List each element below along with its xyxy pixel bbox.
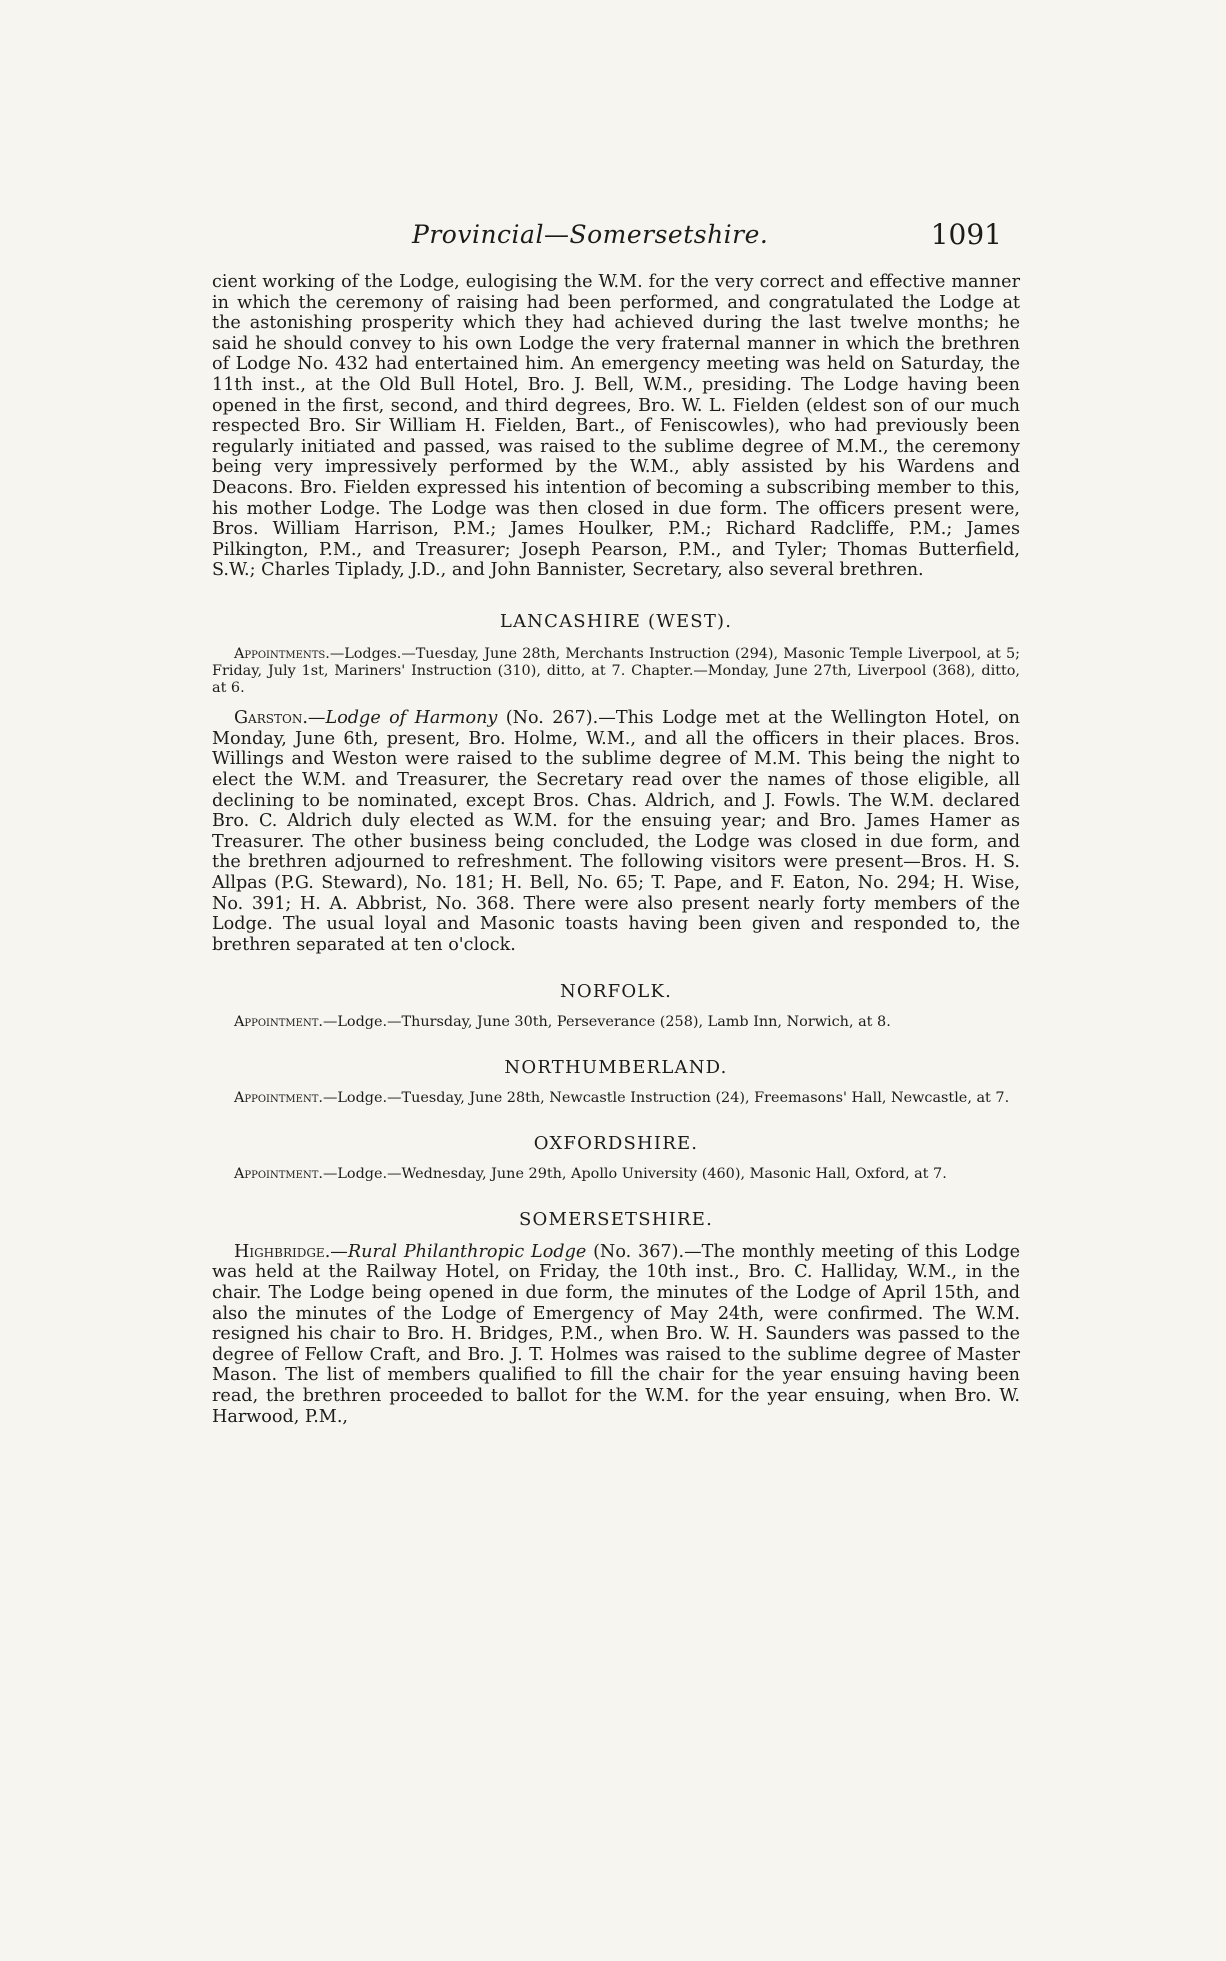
section-heading: OXFORDSHIRE.: [533, 1133, 699, 1155]
section-heading: SOMERSETSHIRE.: [518, 1208, 714, 1230]
appointment-label: Appointment.: [234, 1166, 323, 1183]
report-lodge-name: —Lodge of Harmony: [307, 708, 498, 729]
appointment-text: —Lodges.—Tuesday, June 28th, Merchants Instruction (294), Masonic Temple Liverpool, at 5; Friday, July 1st, Mariners' Instruction (310), ditto, at 7. Chapter.—Monday, June 27th, Liverpool (368), ditto, at 6.: [212, 645, 1020, 696]
page-number: 1091: [930, 218, 1002, 251]
appointment-notice: [212, 1166, 1020, 1183]
appointment-notice: [212, 1014, 1020, 1031]
section-heading: NORFOLK.: [559, 981, 673, 1003]
appointment-label: Appointment.: [234, 1090, 323, 1107]
running-title: Provincial—Somersetshire.: [412, 220, 769, 249]
lodge-report: [212, 1242, 1020, 1427]
section-northumberland: [212, 1057, 1020, 1107]
report-place: Garston.: [234, 708, 308, 729]
section-lancashire-west: [212, 611, 1020, 956]
section-heading: LANCASHIRE (WEST).: [499, 610, 733, 632]
appointment-text: —Lodge.—Thursday, June 30th, Perseverance (258), Lamb Inn, Norwich, at 8.: [322, 1014, 891, 1031]
appointment-notice: [212, 646, 1020, 696]
appointment-label: Appointments.: [234, 645, 330, 662]
page: [212, 218, 1020, 1427]
lodge-report: [212, 708, 1020, 955]
appointment-notice: [212, 1090, 1020, 1107]
appointment-label: Appointment.: [234, 1014, 323, 1031]
report-text: (No. 367).—The monthly meeting of this Lodge was held at the Railway Hotel, on Friday, the 10th inst., Bro. C. Halliday, W.M., in the chair. The Lodge being opened in due form, the minutes of the Lodge of April 15th, and also the minutes of the Lodge of Emergency of May 24th, were confirmed. The W.M. resigned his chair to Bro. H. Bridges, P.M., when Bro. W. H. Saunders was passed to the degree of Fellow Craft, and Bro. J. T. Holmes was raised to the sublime degree of Master Mason. The list of members qualified to fill the chair for the year ensuing having been read, the brethren proceeded to ballot for the W.M. for the year ensuing, when Bro. W. Harwood, P.M.,: [212, 1241, 1020, 1427]
appointment-text: —Lodge.—Wednesday, June 29th, Apollo University (460), Masonic Hall, Oxford, at 7.: [322, 1166, 947, 1183]
section-oxfordshire: [212, 1133, 1020, 1183]
continuation-paragraph: cient working of the Lodge, eulogising the W.M. for the very correct and effective manner in which the ceremony of raising had been performed, and congratulated the Lodge at the astonishing prosperity which they had achieved during the last twelve months; he said he should convey to his own Lodge the very fraternal manner in which the brethren of Lodge No. 432 had entertained him. An emergency meeting was held on Saturday, the 11th inst., at the Old Bull Hotel, Bro. J. Bell, W.M., presiding. The Lodge having been opened in the first, second, and third degrees, Bro. W. L. Fielden (eldest son of our much respected Bro. Sir William H. Fielden, Bart., of Feniscowles), who had previously been regularly initiated and passed, was raised to the sublime degree of M.M., the ceremony being very impressively performed by the W.M., ably assisted by his Wardens and Deacons. Bro. Fielden expressed his intention of becoming a subscribing member to this, his mother Lodge. The Lodge was then closed in due form. The officers present were, Bros. William Harrison, P.M.; James Houlker, P.M.; Richard Radcliffe, P.M.; James Pilkington, P.M., and Treasurer; Joseph Pearson, P.M., and Tyler; Thomas Butterfield, S.W.; Charles Tiplady, J.D., and John Bannister, Secretary, also several brethren.: [212, 272, 1020, 581]
report-lodge-name: —Rural Philanthropic Lodge: [330, 1241, 587, 1262]
section-heading: NORTHUMBERLAND.: [504, 1057, 728, 1079]
appointment-text: —Lodge.—Tuesday, June 28th, Newcastle Instruction (24), Freemasons' Hall, Newcastle, at 7.: [322, 1090, 1010, 1107]
report-text: (No. 267).—This Lodge met at the Wellington Hotel, on Monday, June 6th, present, Bro. Holme, W.M., and all the officers in their places. Bros. Willings and Weston were raised to the sublime degree of M.M. This being the night to elect the W.M. and Treasurer, the Secretary read over the names of those eligible, all declining to be nominated, except Bros. Chas. Aldrich, and J. Fowls. The W.M. declared Bro. C. Aldrich duly elected as W.M. for the ensuing year; and Bro. James Hamer as Treasurer. The other business being concluded, the Lodge was closed in due form, and the brethren adjourned to refreshment. The following visitors were present—Bros. H. S. Allpas (P.G. Steward), No. 181; H. Bell, No. 65; T. Pape, and F. Eaton, No. 294; H. Wise, No. 391; H. A. Abbrist, No. 368. There were also present nearly forty members of the Lodge. The usual loyal and Masonic toasts having been given and responded to, the brethren separated at ten o'clock.: [212, 708, 1020, 955]
report-place: Highbridge.: [234, 1241, 331, 1262]
section-norfolk: [212, 981, 1020, 1031]
section-somersetshire: [212, 1209, 1020, 1427]
running-head: [212, 218, 1020, 258]
